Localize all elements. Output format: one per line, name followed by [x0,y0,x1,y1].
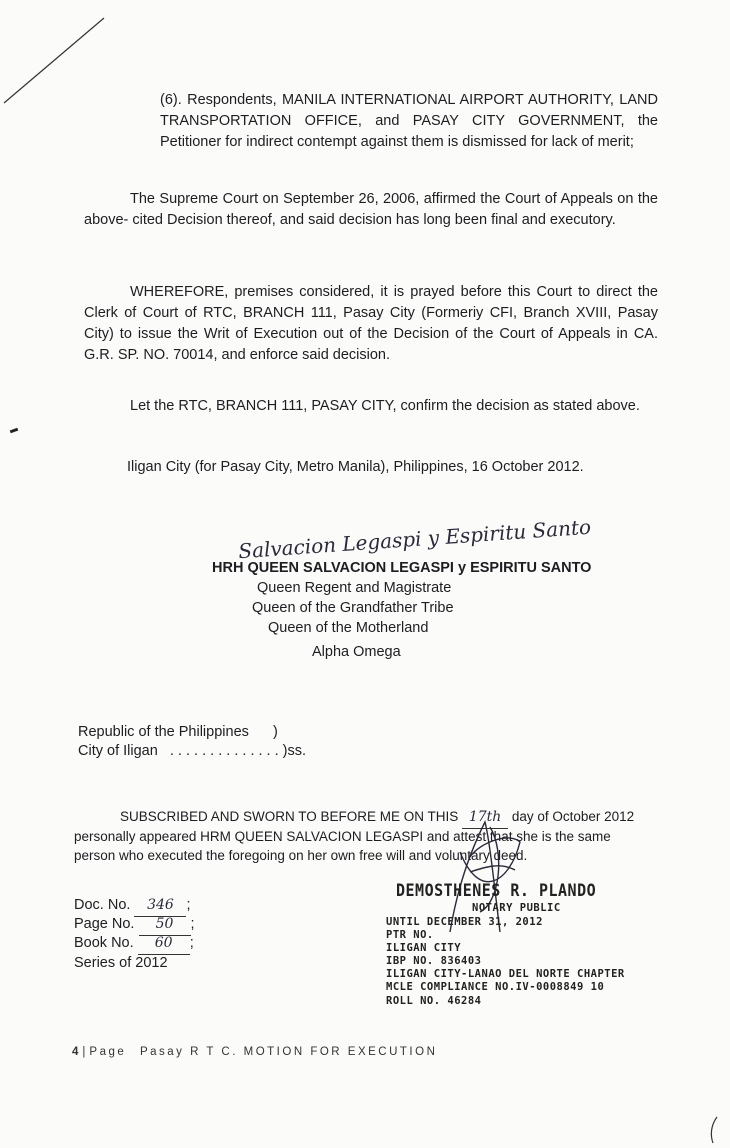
venue-republic: Republic of the Philippines ) [78,724,278,740]
footer-title: Pasay R T C. MOTION FOR EXECUTION [139,1046,438,1058]
page-no-label: Page No. [74,916,135,932]
series-row: Series of 2012 [74,955,168,971]
notary-stamp-title: NOTARY PUBLIC [472,902,561,914]
signatory-title: Queen of the Motherland [268,620,429,636]
page-footer [72,1046,437,1058]
signatory-name: HRH QUEEN SALVACION LEGASPI y ESPIRITU SANTO [212,560,592,576]
notary-stamp-name: DEMOSTHENES R. PLANDO [396,879,597,901]
scan-edge-mark [705,1115,725,1145]
book-no-value [138,933,190,955]
footer-separator: | [82,1046,86,1058]
book-no-row [74,933,194,955]
jurat-line-2: personally appeared HRM QUEEN SALVACION LEGASPI and attest that she is the same [74,829,611,844]
footer-page-word: Page [89,1046,127,1058]
doc-no-handwritten: 346 [147,897,174,913]
doc-no-semicolon: ; [186,897,191,913]
place-and-date: Iligan City (for Pasay City, Metro Manila), Philippines, 16 October 2012. [127,459,584,475]
paragraph-let-rtc: Let the RTC, BRANCH 111, PASAY CITY, confirm the decision as stated above. [130,398,640,414]
book-no-label: Book No. [74,935,134,951]
signatory-title: Alpha Omega [312,644,401,660]
margin-mark [10,428,19,434]
paragraph-wherefore: WHEREFORE, premises considered, it is prayed before this Court to direct the Clerk of Court of RTC, BRANCH 111, Pasay City (Formeriy CFI, Branch XVIII, Pasay City) to issue the Writ of Execution out of the Decision of the Court of Appeals in CA. G.R. SP. NO. 70014, and enforce said decision. [84,284,658,363]
book-no-handwritten: 60 [154,935,173,951]
stamp-line: IBP NO. 836403 [386,955,482,967]
stamp-line: ILIGAN CITY-LANAO DEL NORTE CHAPTER [386,968,625,980]
signatory-title: Queen Regent and Magistrate [257,580,452,596]
jurat-before: SUBSCRIBED AND SWORN TO BEFORE ME ON THIS [120,809,459,824]
jurat-after: day of October 2012 [511,809,635,824]
doc-no-label: Doc. No. [74,897,131,913]
corner-fold-line [0,0,120,120]
stamp-line: UNTIL DECEMBER 31, 2012 [386,916,543,928]
footer-page-number: 4 [72,1046,79,1058]
book-no-semicolon: ; [189,935,194,951]
signatory-title: Queen of the Grandfather Tribe [252,600,454,616]
stamp-line: MCLE COMPLIANCE NO.IV-0008849 10 [386,981,605,993]
handwritten-signature: Salvacion Legaspi y Espiritu Santo [237,514,592,564]
page-no-handwritten: 50 [155,916,174,932]
venue-city: City of Iligan . . . . . . . . . . . . . . )ss. [78,743,307,759]
stamp-line: ILIGAN CITY [386,942,462,954]
page-no-semicolon: ; [190,916,195,932]
jurat-day-handwritten: 17th [468,809,502,825]
paragraph-supreme-court: The Supreme Court on September 26, 2006, affirmed the Court of Appeals on the above- cited Decision thereof, and said decision has long been final and executory. [84,191,658,228]
paragraph-respondents: (6). Respondents, MANILA INTERNATIONAL AIRPORT AUTHORITY, LAND TRANSPORTATION OFFICE, and PASAY CITY GOVERNMENT, the Petitioner for indirect contempt against them is dismissed for lack of merit; [160,92,658,150]
stamp-line: ROLL NO. 46284 [386,995,482,1007]
jurat-line-3: person who executed the foregoing on her own free will and voluntary deed. [74,848,528,863]
stamp-line: PTR NO. [386,929,434,941]
